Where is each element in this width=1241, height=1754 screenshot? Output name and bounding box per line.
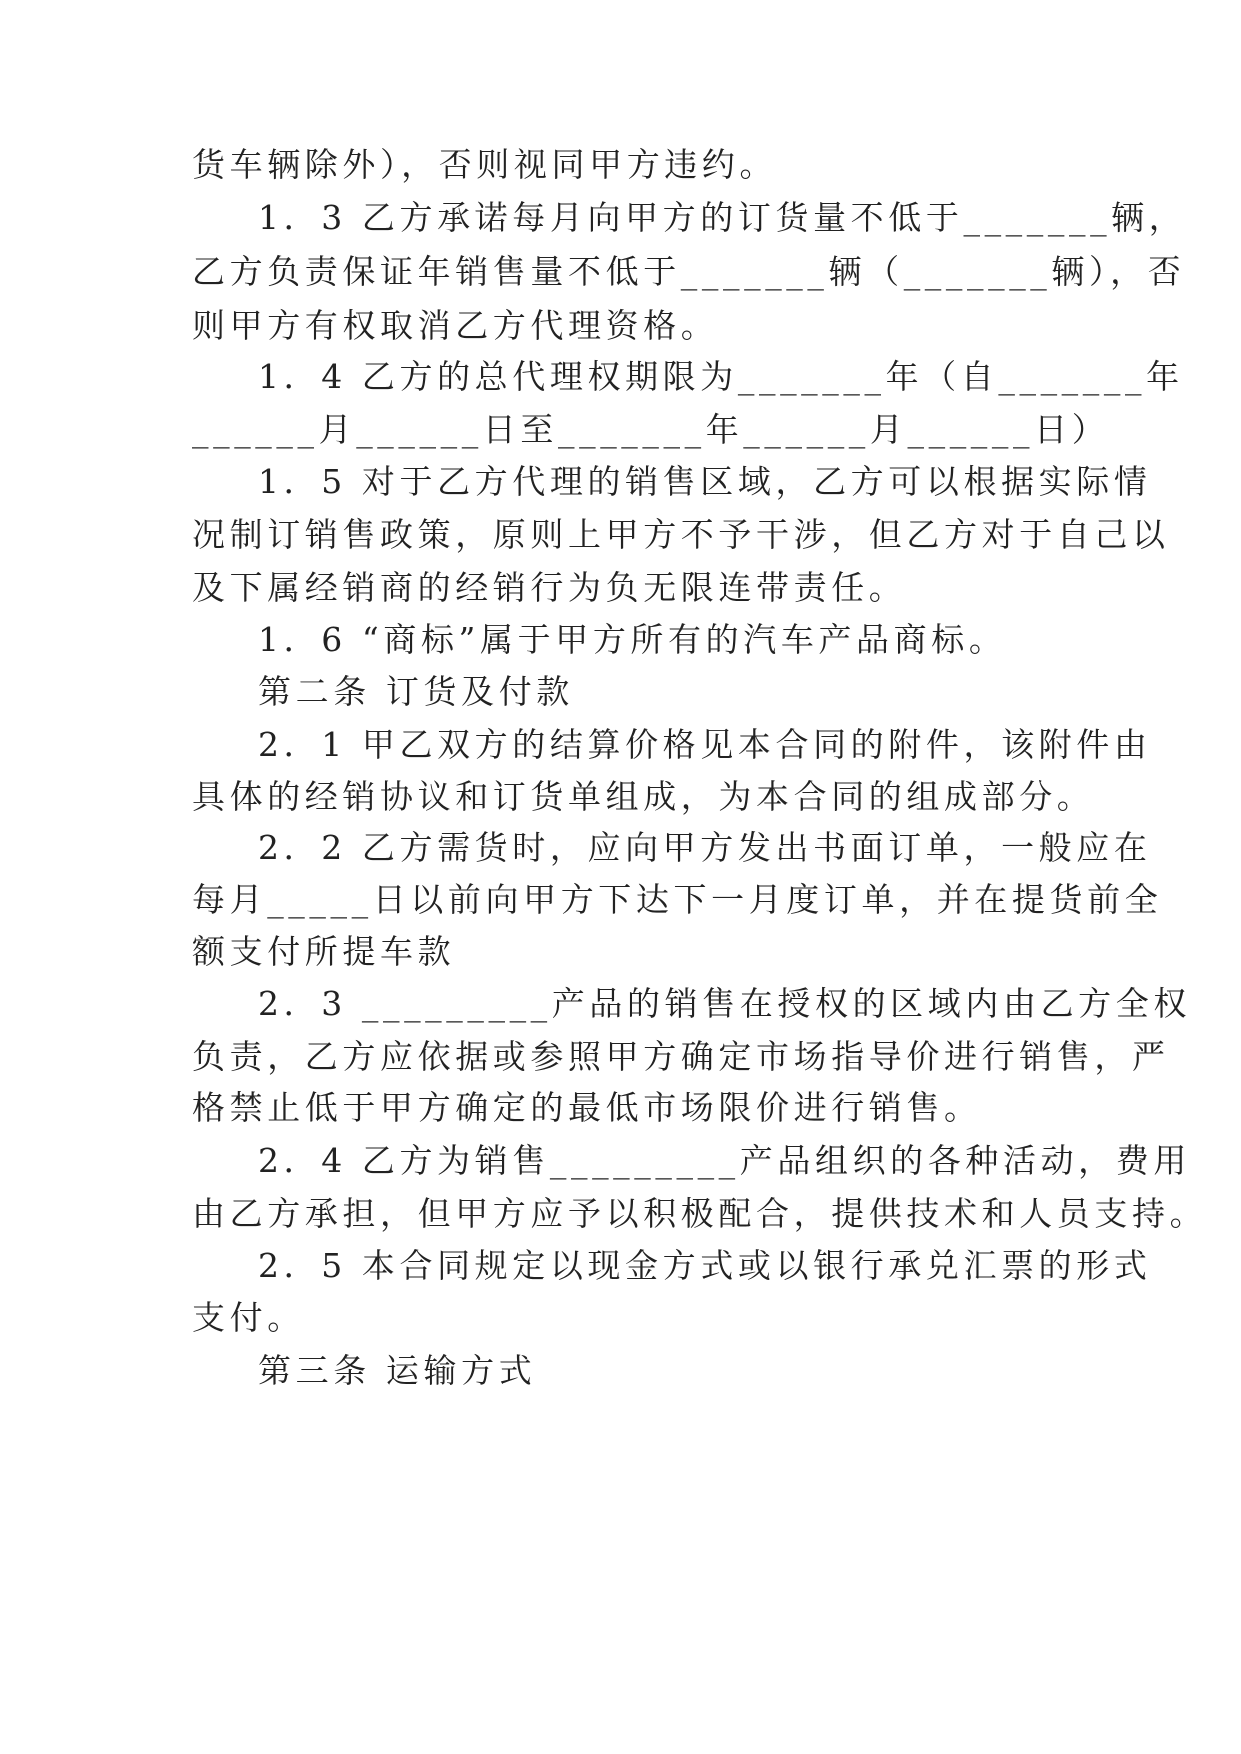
clause-1-5-line: 1．5 对于乙方代理的销售区域，乙方可以根据实际情 [258, 462, 1152, 501]
clause-1-6-line: 1．6 “商标”属于甲方所有的汽车产品商标。 [258, 620, 1007, 659]
clause-2-5-line: 2．5 本合同规定以现金方式或以银行承兑汇票的形式 [258, 1246, 1152, 1285]
clause-2-4-line: 2．4 乙方为销售_________产品组织的各种活动，费用 [258, 1141, 1191, 1180]
clause-1-3-line: 1．3 乙方承诺每月向甲方的订货量不低于_______辆， [258, 198, 1187, 237]
text-line: 格禁止低于甲方确定的最低市场限价进行销售。 [192, 1088, 982, 1127]
text-line: 乙方负责保证年销售量不低于_______辆（_______辆），否 [192, 252, 1186, 291]
text-line: 货车辆除外），否则视同甲方违约。 [192, 145, 778, 184]
text-line: 每月_____日以前向甲方下达下一月度订单，并在提货前全 [192, 880, 1163, 919]
section-heading-article-3: 第三条 运输方式 [258, 1351, 537, 1390]
document-page [192, 0, 1208, 1754]
clause-2-1-line: 2．1 甲乙双方的结算价格见本合同的附件，该附件由 [258, 725, 1152, 764]
text-line: 具体的经销协议和订货单组成，为本合同的组成部分。 [192, 777, 1095, 816]
text-line: 况制订销售政策，原则上甲方不予干涉，但乙方对于自己以 [192, 515, 1170, 554]
text-line: 支付。 [192, 1298, 305, 1337]
text-line: 额支付所提车款 [192, 932, 456, 971]
text-line: ______月______日至_______年______月______日） [192, 410, 1110, 449]
text-line: 负责，乙方应依据或参照甲方确定市场指导价进行销售，严 [192, 1037, 1170, 1076]
clause-1-4-line: 1．4 乙方的总代理权期限为_______年（自_______年 [258, 357, 1184, 396]
clause-2-2-line: 2．2 乙方需货时，应向甲方发出书面订单，一般应在 [258, 828, 1152, 867]
text-line: 由乙方承担，但甲方应予以积极配合，提供技术和人员支持。 [192, 1194, 1208, 1233]
clause-2-3-line: 2．3 _________产品的销售在授权的区域内由乙方全权 [258, 984, 1191, 1023]
section-heading-article-2: 第二条 订货及付款 [258, 672, 574, 711]
text-line: 则甲方有权取消乙方代理资格。 [192, 306, 719, 345]
text-line: 及下属经销商的经销行为负无限连带责任。 [192, 568, 907, 607]
